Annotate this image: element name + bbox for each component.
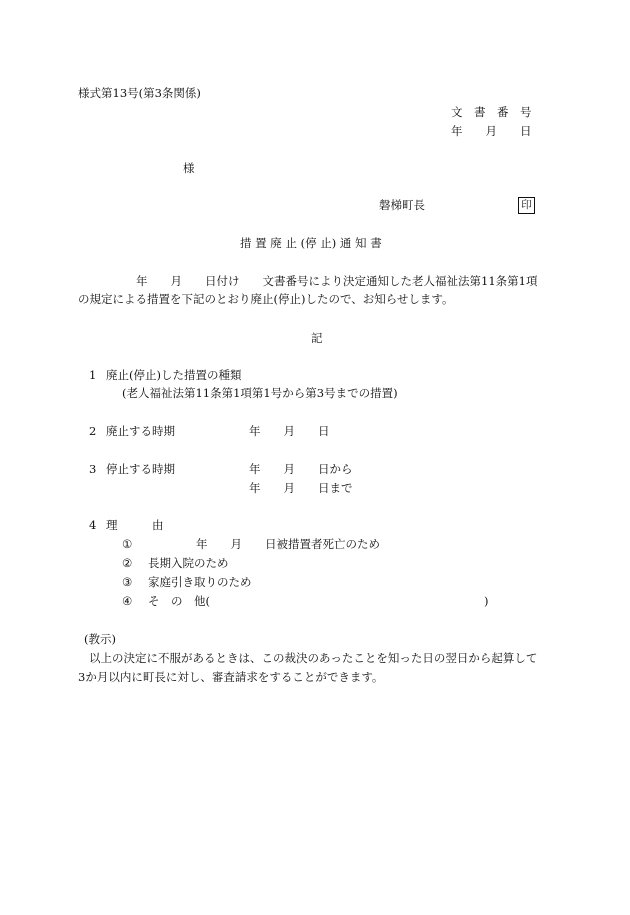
body-text-line-2: の規定による措置を下記のとおり廃止(停止)したので、お知らせします。: [78, 292, 454, 306]
item-1-number: 1: [89, 368, 97, 382]
reason-3-mark: ③: [122, 575, 133, 589]
item-3-number: 3: [89, 462, 97, 476]
body-text-line-1: 年 月 日付け 文書番号により決定通知した老人福祉法第11条第1項: [136, 274, 538, 288]
reason-2-text: 長期入院のため: [148, 556, 229, 570]
form-number-label: 様式第13号(第3条関係): [78, 86, 201, 100]
reason-2-mark: ②: [122, 556, 133, 570]
item-3-date-from: 年 月 日から: [249, 462, 353, 476]
addressee-suffix: 様: [183, 161, 195, 175]
item-4-label: 理 由: [106, 518, 164, 532]
notice-line-1: 以上の決定に不服があるときは、この裁決のあったことを知った日の翌日から起算して: [89, 651, 538, 665]
reason-3-text: 家庭引き取りのため: [148, 575, 252, 589]
item-2-date: 年 月 日: [249, 424, 330, 438]
reason-4-text: そ の 他(: [148, 594, 210, 608]
notice-heading: (教示): [84, 632, 116, 646]
reason-4-close-paren: ): [484, 594, 489, 608]
reason-4-mark: ④: [122, 594, 133, 608]
item-3-label: 停止する時期: [106, 462, 175, 476]
notice-line-2: 3か月以内に町長に対し、審査請求をすることができます。: [78, 670, 384, 684]
document-title: 措 置 廃 止 (停 止) 通 知 書: [240, 236, 382, 250]
seal-mark: 印: [518, 197, 535, 214]
item-4-number: 4: [89, 518, 97, 532]
document-number-label: 文 書 番 号: [451, 105, 532, 119]
item-1-sub: (老人福祉法第11条第1項第1号から第3号までの措置): [122, 386, 398, 400]
ki-heading: 記: [311, 331, 323, 345]
item-2-label: 廃止する時期: [106, 424, 175, 438]
document-date: 年 月 日: [451, 124, 532, 138]
issuer-name: 磐梯町長: [379, 198, 425, 212]
reason-1-mark: ①: [122, 537, 133, 551]
item-3-date-to: 年 月 日まで: [249, 481, 353, 495]
item-1-label: 廃止(停止)した措置の種類: [106, 368, 242, 382]
reason-1-text: 年 月 日被措置者死亡のため: [196, 537, 380, 551]
item-2-number: 2: [89, 424, 97, 438]
